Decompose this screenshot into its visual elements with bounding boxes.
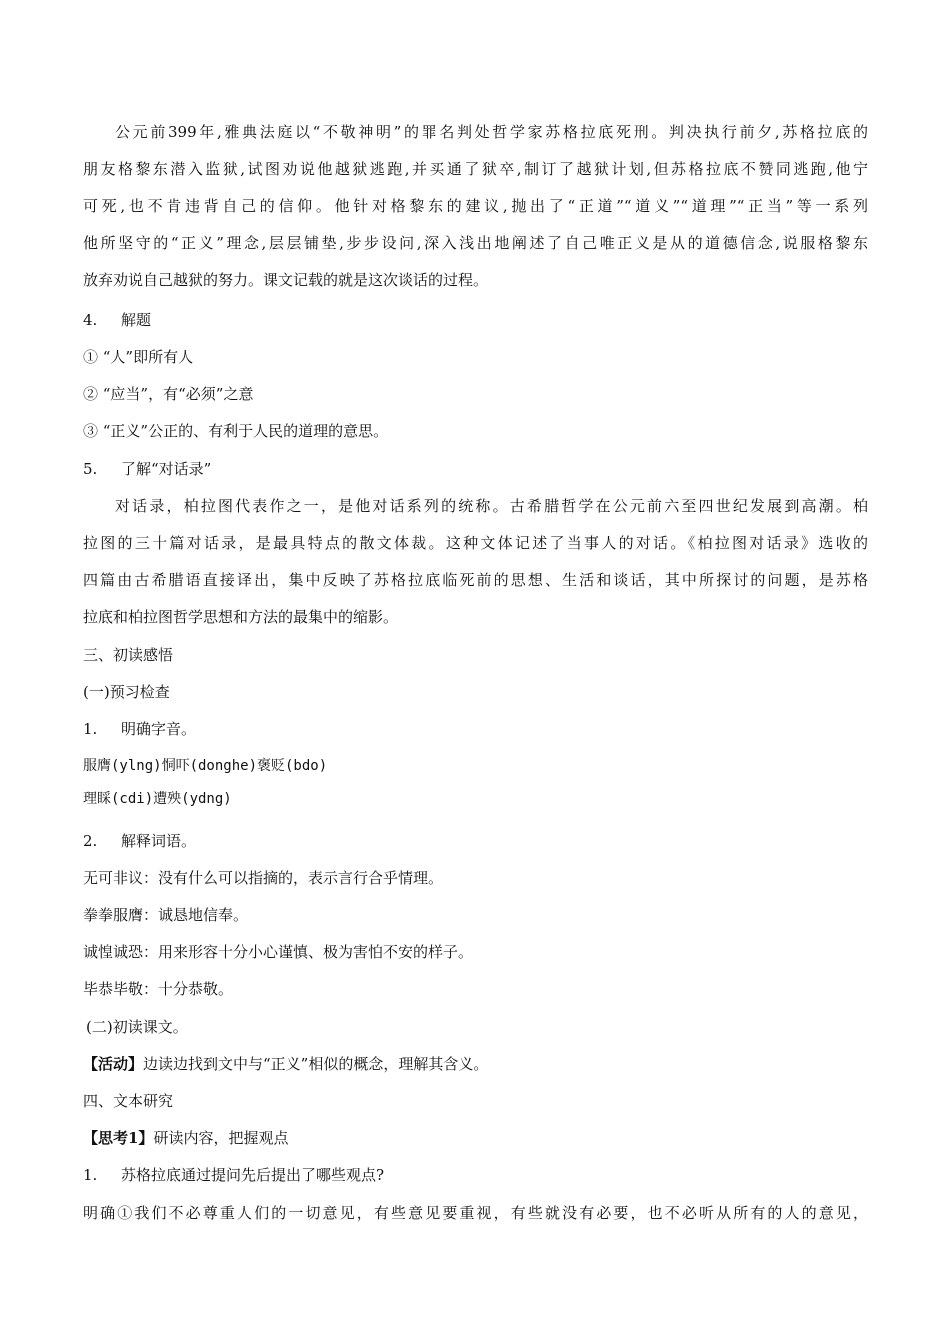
intro-line: 朋友格黎东潜入监狱,试图劝说他越狱逃跑,并买通了狱卒,制订了越狱计划,但苏格拉底不赞同逃跑,他宁 bbox=[83, 160, 868, 178]
question-heading bbox=[83, 719, 868, 739]
section-number: 5. bbox=[83, 460, 98, 478]
sec5-line: 拉图的三十篇对话录，是最具特点的散文体裁。这种文体记述了当事人的对话。《柏拉图对话录》选收的 bbox=[83, 534, 868, 552]
sec5-line: 拉底和柏拉图哲学思想和方法的最集中的缩影。 bbox=[83, 608, 399, 626]
question-number: 1. bbox=[83, 1166, 98, 1184]
term-definition: 诚惶诚恐：用来形容十分小心谨慎、极为害怕不安的样子。 bbox=[83, 943, 474, 961]
activity-text: 边读边找到文中与“正义”相似的概念，理解其含义。 bbox=[143, 1055, 489, 1073]
think-line bbox=[83, 1128, 868, 1148]
question-number: 1. bbox=[83, 720, 98, 738]
question-heading bbox=[83, 1165, 868, 1185]
list-item: ① “人”即所有人 bbox=[83, 348, 194, 366]
term-definition: 毕恭毕敬：十分恭敬。 bbox=[83, 980, 234, 998]
question-heading bbox=[83, 831, 868, 851]
intro-line: 公元前399年,雅典法庭以“不敬神明”的罪名判处哲学家苏格拉底死刑。判决执行前夕,苏格拉底的 bbox=[115, 123, 868, 141]
part-3-title: 三、初读感悟 bbox=[83, 646, 174, 664]
section-title: 了解“对话录” bbox=[121, 460, 212, 478]
activity-tag: 【活动】 bbox=[83, 1055, 144, 1073]
pinyin-line: 理睬(cdi)遭殃(ydng) bbox=[83, 791, 232, 807]
intro-line: 放弃劝说自己越狱的努力。课文记载的就是这次谈话的过程。 bbox=[83, 271, 489, 289]
intro-line: 可死,也不肯违背自己的信仰。他针对格黎东的建议,抛出了“正道”“道义”“道理”“正当”等一系列 bbox=[83, 197, 868, 215]
section-5-heading bbox=[83, 459, 868, 479]
list-item: ② “应当”，有“必须”之意 bbox=[83, 385, 254, 403]
activity-line bbox=[83, 1054, 868, 1074]
question-text: 苏格拉底通过提问先后提出了哪些观点? bbox=[121, 1166, 385, 1184]
think-tag: 【思考1】 bbox=[83, 1129, 154, 1147]
part-4-title: 四、文本研究 bbox=[83, 1092, 174, 1110]
sec5-line: 对话录，柏拉图代表作之一，是他对话系列的统称。古希腊哲学在公元前六至四世纪发展到高潮。柏 bbox=[115, 497, 868, 515]
think-text: 研读内容，把握观点 bbox=[153, 1129, 289, 1147]
subsection-title: (二)初读课文。 bbox=[86, 1018, 188, 1036]
question-title: 明确字音。 bbox=[121, 720, 197, 738]
section-number: 4. bbox=[83, 311, 98, 329]
section-4-heading bbox=[83, 310, 868, 330]
question-number: 2. bbox=[83, 832, 98, 850]
subsection-title: (一)预习检查 bbox=[83, 683, 170, 701]
term-definition: 拳拳服膺：诚恳地信奉。 bbox=[83, 906, 249, 924]
section-title: 解题 bbox=[121, 311, 152, 329]
list-item: ③ “正义”公正的、有利于人民的道理的意思。 bbox=[83, 422, 389, 440]
sec5-line: 四篇由古希腊语直接译出，集中反映了苏格拉底临死前的思想、生活和谈话，其中所探讨的问题，是苏格 bbox=[83, 571, 868, 589]
pinyin-line: 服膺(ylng)恫吓(donghe)褒贬(bdo) bbox=[83, 758, 328, 774]
term-definition: 无可非议：没有什么可以指摘的，表示言行合乎情理。 bbox=[83, 869, 444, 887]
intro-line: 他所坚守的“正义”理念,层层铺垫,步步设问,深入浅出地阐述了自己唯正义是从的道德信念,说服格黎东 bbox=[83, 234, 868, 252]
question-title: 解释词语。 bbox=[121, 832, 197, 850]
answer-line: 明确①我们不必尊重人们的一切意见，有些意见要重视，有些就没有必要，也不必听从所有的人的意见， bbox=[83, 1204, 868, 1222]
